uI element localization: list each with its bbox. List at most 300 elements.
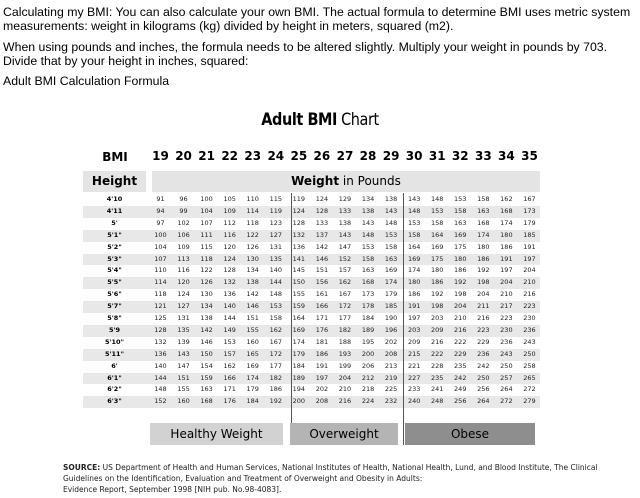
weight-cell: 197 [523, 254, 536, 263]
weight-cell: 197 [500, 266, 513, 275]
weight-cell: 124 [292, 206, 306, 215]
weight-cell: 148 [431, 195, 444, 203]
weight-cell: 158 [431, 218, 444, 227]
weight-cell: 192 [454, 278, 467, 287]
weight-cell: 141 [292, 254, 306, 263]
height-cell: 5'4" [107, 266, 122, 275]
weight-cell: 107 [154, 254, 167, 263]
weight-cell: 203 [431, 314, 444, 322]
weight-cell: 128 [223, 266, 236, 275]
weight-cell: 189 [361, 325, 375, 334]
weight-cell: 222 [454, 337, 467, 346]
weight-cell: 143 [384, 206, 398, 215]
weight-cell: 148 [361, 230, 375, 239]
weight-cell: 204 [500, 278, 513, 287]
bmi-value-header: 28 [359, 149, 377, 163]
weight-cell: 206 [361, 361, 375, 370]
weight-cell: 180 [500, 230, 513, 239]
weight-cell: 138 [384, 195, 398, 203]
weight-cell: 224 [361, 397, 375, 406]
weight-cell: 162 [500, 195, 513, 203]
weight-cell: 128 [292, 218, 306, 227]
weight-cell: 168 [500, 206, 513, 215]
formula-heading: Adult BMI Calculation Formula [3, 74, 170, 88]
height-cell: 5'6" [107, 290, 122, 299]
weight-cell: 174 [500, 218, 513, 227]
weight-cell: 143 [407, 195, 421, 203]
weight-cell: 132 [223, 278, 236, 287]
weight-cell: 243 [523, 337, 536, 346]
bmi-value-header: 34 [498, 149, 515, 163]
weight-cell: 173 [361, 290, 375, 299]
weight-cell: 163 [454, 218, 467, 227]
weight-cell: 230 [523, 314, 536, 322]
weight-cell: 127 [177, 302, 190, 311]
weight-cell: 216 [523, 290, 536, 299]
weight-cell: 209 [407, 337, 421, 346]
weight-cell: 169 [431, 242, 444, 251]
bmi-value-header: 25 [290, 149, 308, 163]
table-row [83, 206, 540, 218]
weight-cell: 169 [454, 230, 467, 239]
weight-cell: 109 [223, 206, 236, 215]
table-row [83, 289, 540, 301]
weight-cell: 123 [269, 218, 282, 227]
weight-cell: 152 [338, 254, 352, 263]
weight-cell: 150 [292, 278, 306, 287]
weight-cell: 164 [292, 314, 306, 322]
table-row [83, 337, 540, 349]
weight-cell: 198 [477, 278, 490, 287]
weight-cell: 96 [179, 195, 188, 203]
weight-cell: 209 [431, 325, 444, 334]
height-header: Height [83, 171, 146, 192]
weight-cell: 133 [338, 206, 352, 215]
weight-cell: 194 [292, 385, 306, 394]
weight-cell: 143 [338, 230, 352, 239]
weight-cell: 158 [361, 254, 375, 263]
weight-cell: 158 [269, 314, 282, 322]
weight-cell: 180 [477, 242, 490, 251]
weight-cell: 164 [407, 242, 421, 251]
weight-cell: 229 [477, 337, 490, 346]
weight-cell: 204 [454, 302, 467, 311]
weight-cell: 227 [407, 373, 421, 382]
weight-cell: 191 [500, 254, 513, 263]
weight-cell: 118 [246, 218, 259, 227]
weight-cell: 165 [246, 349, 259, 358]
weight-cell: 223 [500, 314, 513, 322]
weight-cell: 265 [523, 373, 536, 382]
weight-cell: 219 [384, 373, 398, 382]
weight-cell: 192 [269, 397, 282, 406]
weight-cell: 153 [384, 230, 398, 239]
weight-cell: 104 [200, 206, 213, 215]
weight-cell: 179 [246, 385, 259, 394]
weight-cell: 174 [384, 278, 398, 287]
height-cell: 5'11" [105, 349, 124, 358]
weight-cell: 190 [384, 314, 398, 322]
weight-cell: 162 [223, 361, 236, 370]
weight-cell: 223 [523, 302, 536, 311]
weight-cell: 148 [269, 290, 282, 299]
weight-cell: 179 [292, 349, 306, 358]
weight-cell: 242 [477, 361, 490, 370]
weight-cell: 129 [338, 195, 352, 203]
weight-cell: 258 [523, 361, 536, 370]
weight-cell: 106 [177, 230, 190, 239]
weight-cell: 133 [315, 218, 329, 227]
weight-cell: 216 [431, 337, 444, 346]
weight-cell: 210 [454, 314, 467, 322]
weight-cell: 174 [246, 373, 259, 382]
weight-cell: 202 [384, 337, 398, 346]
weight-cell: 186 [315, 349, 329, 358]
weight-cell: 215 [407, 349, 421, 358]
weight-cell: 126 [200, 278, 213, 287]
weight-cell: 161 [315, 290, 329, 299]
weight-cell: 160 [246, 337, 259, 346]
chart-title-bold: Adult BMI [261, 110, 337, 130]
weight-cell: 157 [338, 266, 352, 275]
bmi-value-header: 23 [244, 149, 262, 163]
weight-cell: 136 [223, 290, 236, 299]
height-cell: 5'10" [105, 337, 124, 346]
weight-cell: 131 [269, 242, 282, 251]
weight-cell: 198 [431, 302, 444, 311]
weight-cell: 179 [384, 290, 398, 299]
weight-cell: 248 [431, 397, 444, 406]
weight-cell: 148 [384, 218, 398, 227]
weight-cell: 107 [200, 218, 213, 227]
weight-cell: 152 [154, 397, 167, 406]
chart-title-rest: Chart [336, 110, 379, 130]
weight-cell: 144 [154, 373, 167, 382]
weight-cell: 195 [361, 337, 375, 346]
weight-cell: 153 [454, 195, 467, 203]
weight-cell: 200 [361, 349, 375, 358]
weight-cell: 196 [384, 325, 398, 334]
weight-cell: 112 [223, 218, 236, 227]
weight-cell: 250 [523, 349, 536, 358]
weight-cell: 142 [315, 242, 329, 251]
weight-cell: 139 [177, 337, 190, 346]
weight-cell: 222 [431, 349, 444, 358]
weight-cell: 212 [361, 373, 375, 382]
weight-header-bold: Weight [291, 174, 340, 188]
weight-cell: 111 [200, 230, 213, 239]
weight-cell: 134 [200, 302, 213, 311]
overweight-obese-divider [403, 193, 404, 445]
weight-cell: 242 [454, 373, 467, 382]
weight-cell: 158 [407, 230, 421, 239]
weight-cell: 230 [500, 325, 513, 334]
weight-cell: 204 [477, 290, 490, 299]
weight-cell: 171 [315, 314, 329, 322]
weight-cell: 184 [246, 397, 259, 406]
weight-cell: 213 [384, 361, 398, 370]
weight-cell: 163 [477, 206, 490, 215]
table-row [83, 277, 540, 289]
weight-cell: 250 [500, 361, 513, 370]
weight-cell: 210 [523, 278, 536, 287]
bmi-value-header: 33 [474, 149, 492, 163]
weight-cell: 169 [292, 325, 306, 334]
weight-cell: 128 [315, 206, 329, 215]
weight-cell: 140 [269, 266, 282, 275]
weight-cell: 184 [361, 314, 375, 322]
weight-cell: 188 [338, 337, 352, 346]
weight-cell: 279 [523, 397, 536, 406]
height-cell: 5'5" [107, 278, 122, 287]
weight-cell: 186 [454, 266, 467, 275]
weight-cell: 204 [523, 266, 536, 275]
weight-header [152, 171, 540, 192]
weight-cell: 184 [292, 361, 306, 370]
weight-cell: 232 [384, 397, 398, 406]
weight-cell: 148 [407, 206, 421, 215]
weight-cell: 225 [384, 385, 398, 394]
weight-cell: 200 [292, 397, 306, 406]
source-report: Evidence Report, September 1998 [NIH pub. No.98-4083]. [63, 485, 282, 494]
weight-cell: 146 [200, 337, 213, 346]
weight-cell: 235 [431, 373, 444, 382]
weight-cell: 192 [477, 266, 490, 275]
bmi-value-header: 35 [521, 149, 538, 163]
weight-cell: 102 [177, 218, 190, 227]
weight-cell: 147 [177, 361, 190, 370]
weight-cell: 186 [431, 278, 444, 287]
weight-cell: 177 [338, 314, 352, 322]
weight-cell: 235 [454, 361, 467, 370]
height-cell: 6'2" [107, 385, 122, 394]
weight-cell: 228 [431, 361, 444, 370]
weight-cell: 216 [338, 397, 352, 406]
weight-cell: 116 [223, 230, 236, 239]
weight-cell: 134 [361, 195, 375, 203]
weight-cell: 186 [407, 290, 421, 299]
weight-cell: 193 [338, 349, 352, 358]
table-row [83, 218, 540, 230]
weight-cell: 236 [523, 325, 536, 334]
weight-cell: 136 [154, 349, 167, 358]
weight-cell: 167 [523, 195, 536, 203]
weight-cell: 181 [315, 337, 329, 346]
weight-cell: 162 [269, 325, 282, 334]
bmi-value-header: 19 [152, 149, 169, 163]
weight-cell: 140 [223, 302, 236, 311]
weight-cell: 154 [200, 361, 213, 370]
weight-cell: 186 [500, 242, 513, 251]
weight-cell: 199 [338, 361, 352, 370]
weight-cell: 256 [477, 385, 490, 394]
weight-cell: 119 [269, 206, 282, 215]
weight-cell: 189 [292, 373, 306, 382]
source-label: SOURCE: [63, 463, 101, 472]
weight-cell: 97 [156, 218, 165, 227]
weight-cell: 217 [500, 302, 513, 311]
source-text: US Department of Health and Human Services, National Institutes of Health, National Health, Lund, and Blood Institute, The Clinical Guidelines on the Identification, Evaluation and Treatment of Overweight and Obesity in Adults: [63, 463, 598, 483]
weight-cell: 256 [454, 397, 467, 406]
weight-cell: 118 [154, 290, 167, 299]
weight-cell: 160 [177, 397, 190, 406]
weight-cell: 110 [246, 195, 259, 203]
weight-cell: 155 [292, 290, 306, 299]
weight-cell: 153 [431, 206, 444, 215]
height-cell: 4'11 [106, 206, 123, 215]
weight-cell: 131 [177, 314, 190, 322]
height-cell: 5'9 [108, 325, 121, 334]
table-row [83, 373, 540, 385]
weight-cell: 177 [269, 361, 282, 370]
weight-cell: 130 [246, 254, 259, 263]
weight-cell: 124 [177, 290, 190, 299]
weight-cell: 163 [384, 254, 398, 263]
weight-cell: 104 [154, 242, 167, 251]
weight-cell: 140 [154, 361, 167, 370]
weight-cell: 198 [454, 290, 467, 299]
weight-cell: 240 [407, 397, 421, 406]
weight-cell: 99 [179, 206, 188, 215]
weight-cell: 118 [200, 254, 213, 263]
weight-cell: 135 [269, 254, 282, 263]
weight-cell: 191 [523, 242, 536, 251]
weight-cell: 125 [154, 314, 167, 322]
healthy-weight-band: Healthy Weight [150, 423, 283, 445]
weight-cell: 179 [523, 218, 536, 227]
weight-cell: 147 [338, 242, 352, 251]
weight-cell: 229 [454, 349, 467, 358]
weight-cell: 116 [177, 266, 190, 275]
weight-cell: 115 [269, 195, 282, 203]
weight-cell: 168 [200, 397, 213, 406]
weight-cell: 105 [223, 195, 236, 203]
weight-cell: 132 [154, 337, 167, 346]
weight-cell: 197 [407, 314, 421, 322]
weight-cell: 144 [223, 314, 236, 322]
weight-cell: 172 [269, 349, 282, 358]
weight-cell: 130 [200, 290, 213, 299]
weight-cell: 120 [223, 242, 236, 251]
weight-cell: 175 [431, 254, 444, 263]
weight-cell: 167 [269, 337, 282, 346]
weight-cell: 186 [269, 385, 282, 394]
weight-cell: 100 [200, 195, 213, 203]
weight-cell: 211 [477, 302, 490, 311]
weight-cell: 191 [407, 302, 421, 311]
obese-band: Obese [405, 423, 535, 445]
weight-cell: 167 [338, 290, 352, 299]
weight-cell: 122 [200, 266, 213, 275]
weight-cell: 249 [454, 385, 467, 394]
weight-cell: 182 [269, 373, 282, 382]
weight-cell: 153 [361, 242, 375, 251]
weight-cell: 91 [156, 195, 165, 203]
weight-cell: 272 [523, 385, 536, 394]
bmi-value-header: 31 [428, 149, 446, 163]
height-cell: 5'8" [107, 314, 122, 322]
weight-cell: 136 [292, 242, 306, 251]
weight-cell: 172 [338, 302, 352, 311]
table-row [83, 384, 540, 396]
height-cell: 6'1" [107, 373, 122, 382]
weight-cell: 163 [200, 385, 213, 394]
weight-cell: 142 [246, 290, 259, 299]
weight-cell: 124 [223, 254, 236, 263]
weight-cell: 272 [500, 397, 513, 406]
weight-cell: 132 [292, 230, 306, 239]
weight-cell: 143 [177, 349, 190, 358]
weight-cell: 149 [223, 325, 236, 334]
weight-cell: 203 [407, 325, 421, 334]
bmi-value-header: 26 [313, 149, 331, 163]
weight-cell: 153 [407, 218, 421, 227]
weight-cell: 146 [315, 254, 329, 263]
weight-cell: 223 [477, 325, 490, 334]
weight-cell: 138 [361, 206, 375, 215]
weight-cell: 151 [177, 373, 190, 382]
weight-cell: 210 [500, 290, 513, 299]
height-cell: 4'10 [106, 195, 123, 203]
weight-cell: 174 [407, 266, 421, 275]
weight-cell: 250 [477, 373, 490, 382]
weight-cell: 185 [384, 302, 398, 311]
bmi-value-header: 20 [175, 149, 192, 163]
weight-cell: 124 [315, 195, 329, 203]
weight-header-rest: in Pounds [339, 174, 401, 188]
weight-cell: 180 [407, 278, 421, 287]
weight-cell: 163 [361, 266, 375, 275]
height-cell: 5'2" [107, 242, 122, 251]
weight-cell: 126 [246, 242, 259, 251]
weight-cell: 180 [454, 254, 467, 263]
bmi-value-header: 30 [405, 149, 423, 163]
overweight-band: Overweight [290, 423, 398, 445]
weight-cell: 159 [292, 302, 306, 311]
weight-cell: 264 [500, 385, 513, 394]
bmi-value-header: 29 [382, 149, 400, 163]
healthy-overweight-divider [291, 193, 292, 445]
weight-cell: 119 [292, 195, 306, 203]
height-cell: 6' [111, 361, 118, 370]
bmi-value-header: 21 [198, 149, 215, 163]
weight-cell: 164 [431, 230, 444, 239]
weight-cell: 155 [246, 325, 259, 334]
weight-cell: 153 [223, 337, 236, 346]
weight-cell: 257 [500, 373, 513, 382]
weight-cell: 169 [384, 266, 398, 275]
weight-cell: 138 [338, 218, 352, 227]
weight-cell: 138 [200, 314, 213, 322]
weight-cell: 121 [154, 302, 167, 311]
weight-cell: 218 [361, 385, 375, 394]
bmi-value-header: 24 [267, 149, 285, 163]
weight-cell: 138 [246, 278, 259, 287]
height-cell: 5'1" [107, 230, 122, 239]
weight-cell: 109 [177, 242, 190, 251]
bmi-value-header: 22 [221, 149, 239, 163]
bmi-label: BMI [102, 150, 128, 164]
weight-cell: 186 [477, 254, 490, 263]
weight-cell: 159 [200, 373, 213, 382]
table-row [83, 242, 540, 254]
weight-cell: 158 [384, 242, 398, 251]
intro-paragraph-1: Calculating my BMI: You can also calculate your own BMI. The actual formula to determine BMI uses metric system measurements: weight in kilograms (kg) divided by height in meters, squared (m2). [3, 5, 631, 33]
weight-cell: 148 [154, 385, 167, 394]
weight-cell: 114 [154, 278, 167, 287]
table-row [83, 325, 540, 337]
weight-cell: 145 [292, 266, 306, 275]
